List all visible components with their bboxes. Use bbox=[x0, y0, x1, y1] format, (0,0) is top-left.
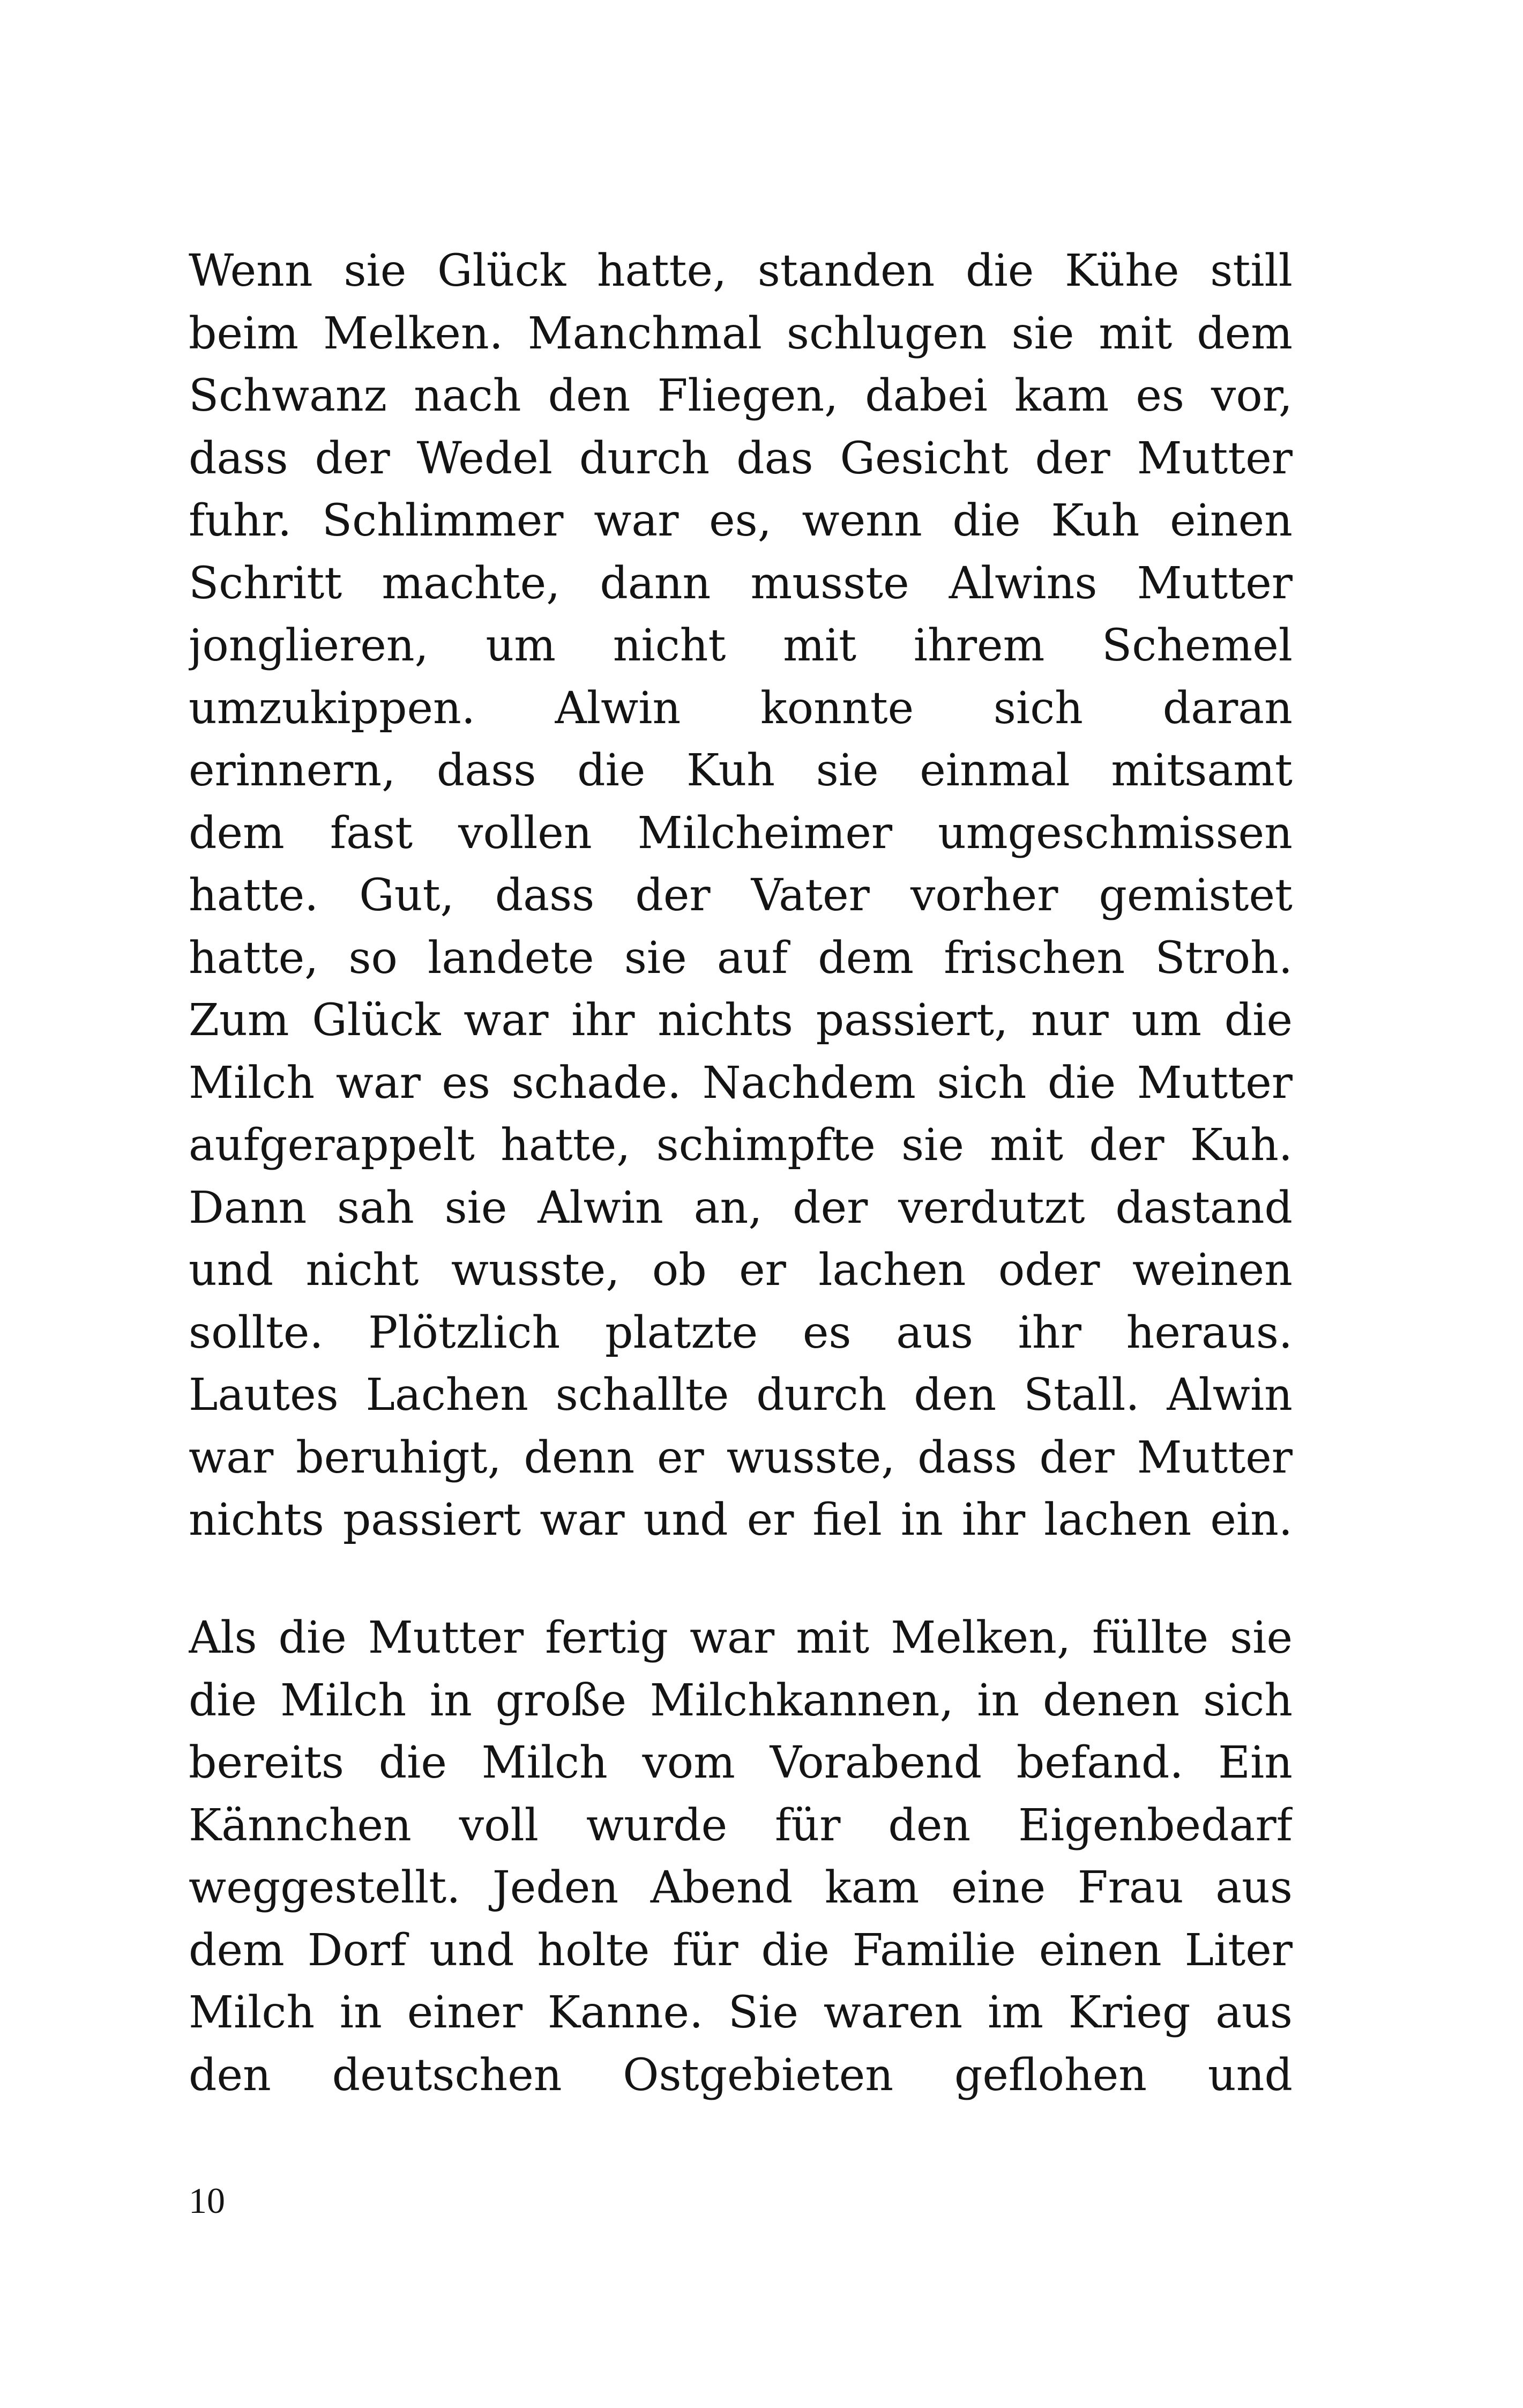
text-line: hatte, so landete sie auf dem frischen Stroh. bbox=[189, 932, 1293, 984]
text-line: weggestellt. Jeden Abend kam eine Frau aus bbox=[189, 1862, 1293, 1913]
page-number: 10 bbox=[189, 2180, 225, 2221]
text-line: erinnern, dass die Kuh sie einmal mitsamt bbox=[189, 745, 1293, 796]
text-line: dem fast vollen Milcheimer umgeschmissen bbox=[189, 807, 1293, 859]
text-line: hatte. Gut, dass der Vater vorher gemistet bbox=[189, 870, 1293, 921]
text-line: dass der Wedel durch das Gesicht der Mutter bbox=[189, 433, 1293, 484]
text-line: bereits die Milch vom Vorabend befand. Ein bbox=[189, 1737, 1293, 1788]
text-line: Milch in einer Kanne. Sie waren im Krieg aus bbox=[189, 1987, 1293, 2038]
text-line: den deutschen Ostgebieten geflohen und bbox=[189, 2049, 1293, 2101]
text-line: nichts passiert war und er fiel in ihr lachen ein. bbox=[189, 1495, 1293, 1545]
text-line: Als die Mutter fertig war mit Melken, füllte sie bbox=[189, 1612, 1293, 1663]
text-line: Wenn sie Glück hatte, standen die Kühe still bbox=[189, 246, 1293, 296]
paragraph-2 bbox=[189, 1607, 1293, 2107]
text-line: Lautes Lachen schallte durch den Stall. Alwin bbox=[189, 1370, 1293, 1421]
text-line: umzukippen. Alwin konnte sich daran bbox=[189, 682, 1293, 734]
text-line: war beruhigt, denn er wusste, dass der Mutter bbox=[189, 1432, 1293, 1483]
paragraph-1 bbox=[189, 240, 1293, 1552]
text-line: dem Dorf und holte für die Familie einen Liter bbox=[189, 1924, 1293, 1976]
text-line: Milch war es schade. Nachdem sich die Mutter bbox=[189, 1057, 1293, 1109]
text-line: Schwanz nach den Fliegen, dabei kam es vor, bbox=[189, 370, 1293, 421]
text-line: die Milch in große Milchkannen, in denen sich bbox=[189, 1675, 1293, 1726]
text-line: Schritt machte, dann musste Alwins Mutter bbox=[189, 558, 1293, 609]
text-line: Zum Glück war ihr nichts passiert, nur um die bbox=[189, 995, 1293, 1046]
text-line: beim Melken. Manchmal schlugen sie mit dem bbox=[189, 308, 1293, 359]
text-line: jonglieren, um nicht mit ihrem Schemel bbox=[189, 620, 1293, 671]
text-line: sollte. Plötzlich platzte es aus ihr heraus. bbox=[189, 1307, 1293, 1358]
text-line: Kännchen voll wurde für den Eigenbedarf bbox=[189, 1800, 1293, 1851]
text-line: und nicht wusste, ob er lachen oder weinen bbox=[189, 1245, 1293, 1296]
text-line: aufgerappelt hatte, schimpfte sie mit der Kuh. bbox=[189, 1120, 1293, 1171]
text-line: fuhr. Schlimmer war es, wenn die Kuh einen bbox=[189, 495, 1293, 546]
text-line: Dann sah sie Alwin an, der verdutzt dastand bbox=[189, 1182, 1293, 1233]
